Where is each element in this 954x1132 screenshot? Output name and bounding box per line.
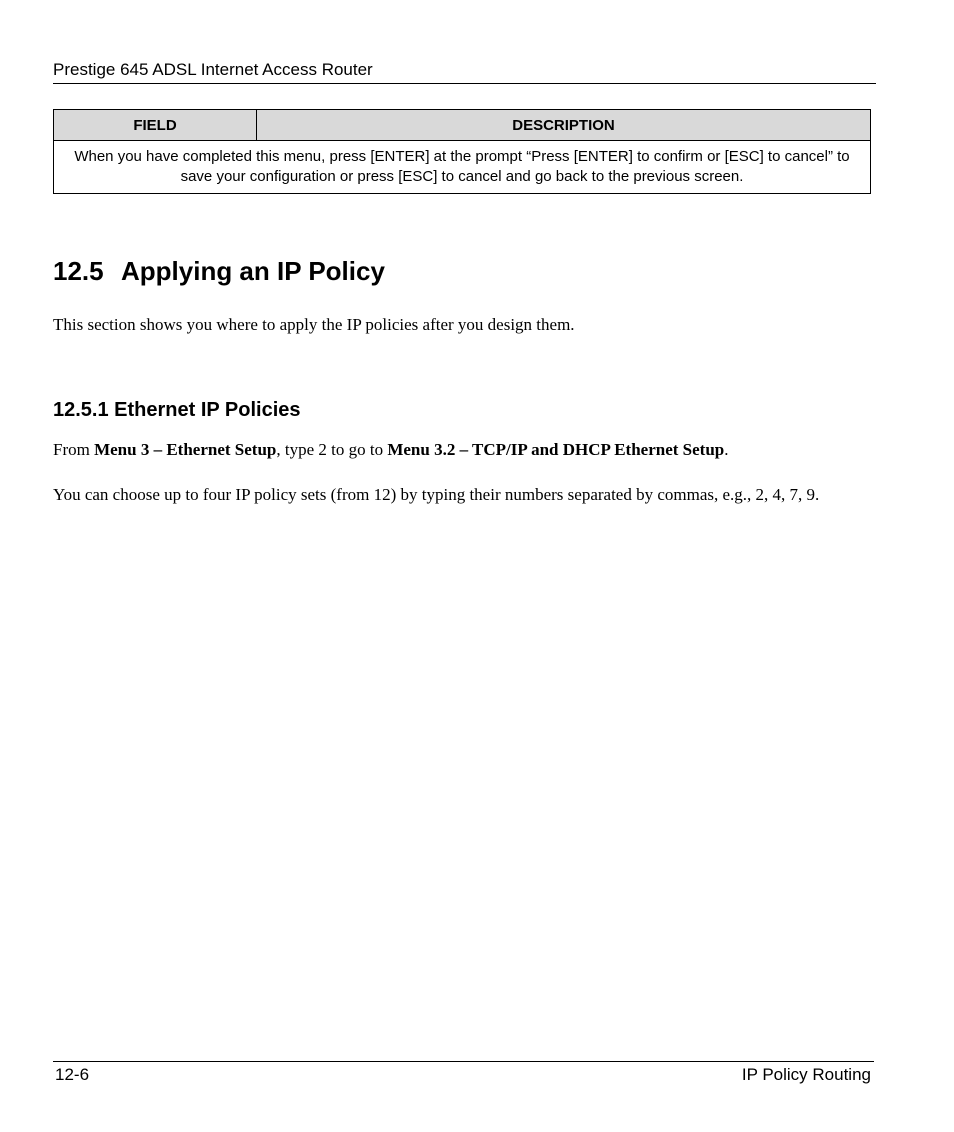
footer-rule: [53, 1061, 874, 1062]
section-number: 12.5: [53, 256, 104, 286]
page-number: 12-6: [55, 1065, 90, 1084]
table-header-row: [54, 110, 871, 141]
table-row: [54, 141, 871, 194]
section-heading: [53, 256, 385, 287]
header-rule: [53, 83, 876, 84]
policy-sets-paragraph: You can choose up to four IP policy sets (from 12) by typing their numbers separated by commas, e.g., 2, 4, 7, 9.: [53, 485, 820, 504]
menu-name-tcpip-dhcp-setup: Menu 3.2 – TCP/IP and DHCP Ethernet Setup: [387, 440, 725, 459]
menu-navigation-paragraph: [53, 440, 873, 460]
field-description-table: [53, 109, 871, 194]
column-header-description: DESCRIPTION: [257, 110, 871, 141]
section-intro-paragraph: This section shows you where to apply the IP policies after you design them.: [53, 315, 575, 334]
column-header-field: FIELD: [54, 110, 257, 141]
section-title: Applying an IP Policy: [121, 256, 385, 286]
menu-name-ethernet-setup: Menu 3 – Ethernet Setup: [94, 440, 277, 459]
text-run: .: [724, 440, 729, 459]
text-run: From: [53, 440, 95, 459]
page-header-title: Prestige 645 ADSL Internet Access Router: [53, 60, 373, 79]
table-note-cell: When you have completed this menu, press [ENTER] at the prompt “Press [ENTER] to confirm or [ESC] to cancel” to save your configuration or press [ESC] to cancel and go back to the previous screen.: [54, 141, 871, 194]
text-run: , type 2 to go to: [276, 440, 388, 459]
chapter-title: IP Policy Routing: [741, 1065, 871, 1084]
subsection-heading: 12.5.1 Ethernet IP Policies: [53, 399, 301, 421]
